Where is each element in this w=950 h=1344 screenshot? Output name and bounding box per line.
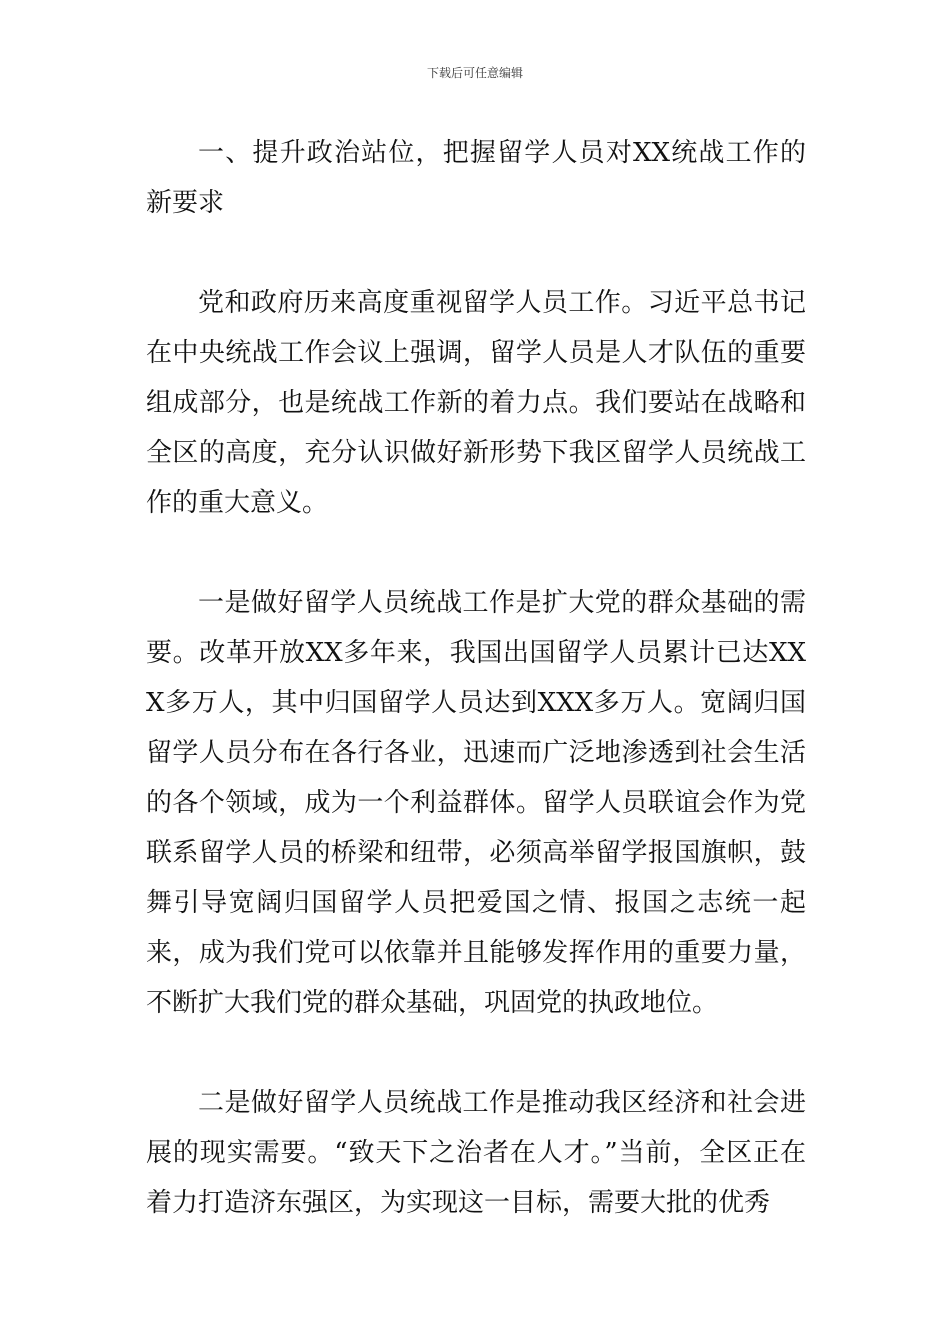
body-paragraph: 二是做好留学人员统战工作是推动我区经济和社会进展的现实需要。“致天下之治者在人才。”当前，全区正在着力打造济东强区，为实现这一目标，需要大批的优秀 [146,1088,806,1218]
body-paragraph: 一是做好留学人员统战工作是扩大党的群众基础的需要。改革开放XX多年来，我国出国留学人员累计已达XXX多万人，其中归国留学人员达到XXX多万人。宽阔归国留学人员分布在各行各业，迅速而广泛地渗透到社会生活的各个领域，成为一个利益群体。留学人员联谊会作为党联系留学人员的桥梁和纽带，必须高举留学报国旗帜，鼓舞引导宽阔归国留学人员把爱国之情、报国之志统一起来，成为我们党可以依靠并且能够发挥作用的重要力量，不断扩大我们党的群众基础，巩固党的执政地位。 [146,588,806,1018]
page-header: 下载后可任意编辑 [426,66,523,80]
body-paragraph: 党和政府历来高度重视留学人员工作。习近平总书记在中央统战工作会议上强调，留学人员是人才队伍的重要组成部分，也是统战工作新的着力点。我们要站在战略和全区的高度，充分认识做好新形势下我区留学人员统战工作的重大意义。 [146,288,806,518]
document-body [146,128,806,1228]
section-heading: 一、提升政治站位，把握留学人员对XX统战工作的新要求 [146,138,806,218]
